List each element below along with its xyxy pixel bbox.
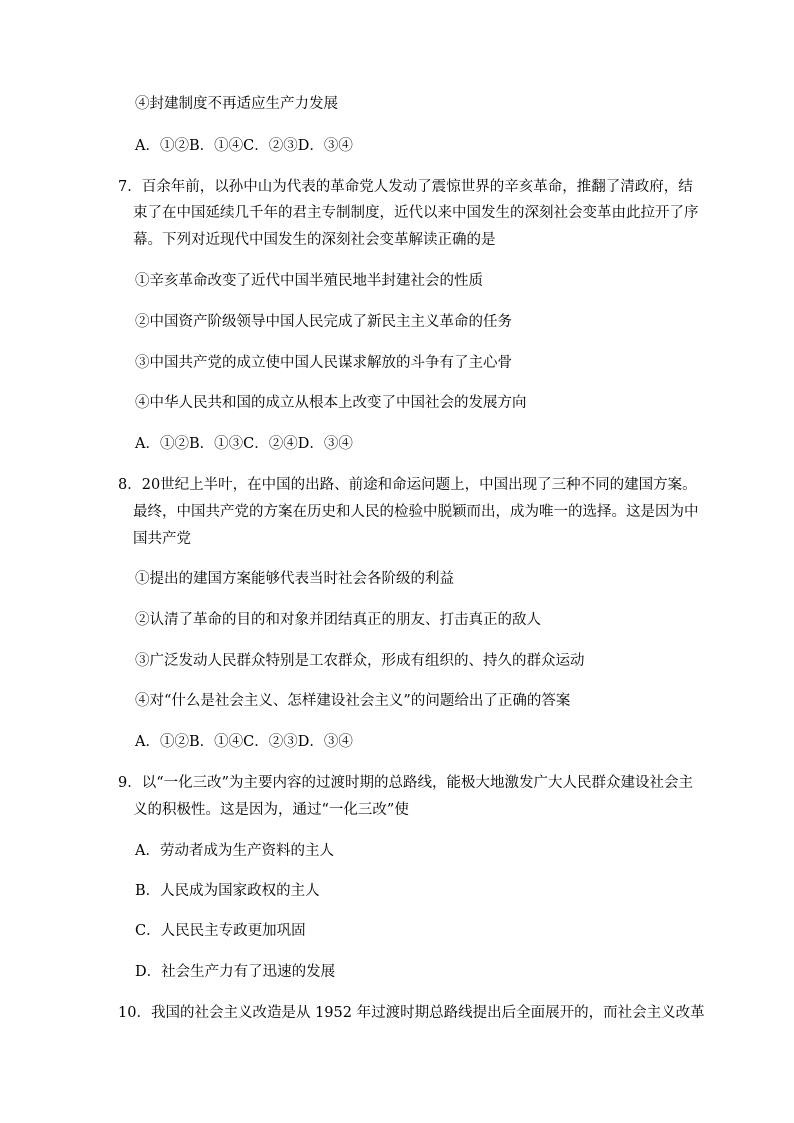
q8-option-4: ④对“什么是社会主义、怎样建设社会主义”的问题给出了正确的答案 [135,693,571,709]
q9-stem-line-2: 义的积极性。这是因为，通过“一化三改”使 [133,802,409,818]
q8-stem-line-2: 最终，中国共产党的方案在历史和人民的检验中脱颖而出，成为唯一的选择。这是因为中 [133,504,699,520]
q7-option-4: ④中华人民共和国的成立从根本上改变了中国社会的发展方向 [135,395,527,411]
q7-option-3: ③中国共产党的成立使中国人民谋求解放的斗争有了主心骨 [135,355,512,371]
q7-stem-line-3: 幕。下列对近现代中国发生的深刻社会变革解读正确的是 [133,232,496,248]
q7-option-1: ①辛亥革命改变了近代中国半殖民地半封建社会的性质 [135,273,483,289]
q9-option-b: B．人民成为国家政权的主人 [135,883,320,899]
q8-option-3: ③广泛发动人民群众特别是工农群众，形成有组织的、持久的群众运动 [135,653,585,669]
q8-stem-line-1: 8．20世纪上半叶，在中国的出路、前途和命运问题上，中国出现了三种不同的建国方案。 [118,477,697,493]
q9-option-a: A．劳动者成为生产资料的主人 [135,843,334,859]
q7-stem-line-1: 7．百余年前，以孙中山为代表的革命党人发动了震惊世界的辛亥革命，推翻了清政府，结 [118,179,693,195]
q8-option-2: ②认清了革命的目的和对象并团结真正的朋友、打击真正的敌人 [135,612,541,628]
q8-answer-choices: A．①②B．①④C．②③D．③④ [135,734,353,750]
q6-option-4: ④封建制度不再适应生产力发展 [135,96,338,112]
q10-stem-line-1: 10．我国的社会主义改造是从 1952 年过渡时期总路线提出后全面展开的，而社会主义改革 [118,1005,705,1021]
q7-answer-choices: A．①②B．①③C．②④D．③④ [135,436,353,452]
q9-option-d: D．社会生产力有了迅速的发展 [135,964,336,980]
q6-answer-choices: A．①②B．①④C．②③D．③④ [135,138,353,154]
q8-stem-line-3: 国共产党 [133,531,191,547]
q9-option-c: C．人民民主专政更加巩固 [135,923,306,939]
q7-option-2: ②中国资产阶级领导中国人民完成了新民主主义革命的任务 [135,314,512,330]
q7-stem-line-2: 束了在中国延续几千年的君主专制制度，近代以来中国发生的深刻社会变革由此拉开了序 [133,205,699,221]
q8-option-1: ①提出的建国方案能够代表当时社会各阶级的利益 [135,571,454,587]
q9-stem-line-1: 9．以“一化三改”为主要内容的过渡时期的总路线，能极大地激发广大人民群众建设社会主 [118,775,694,791]
